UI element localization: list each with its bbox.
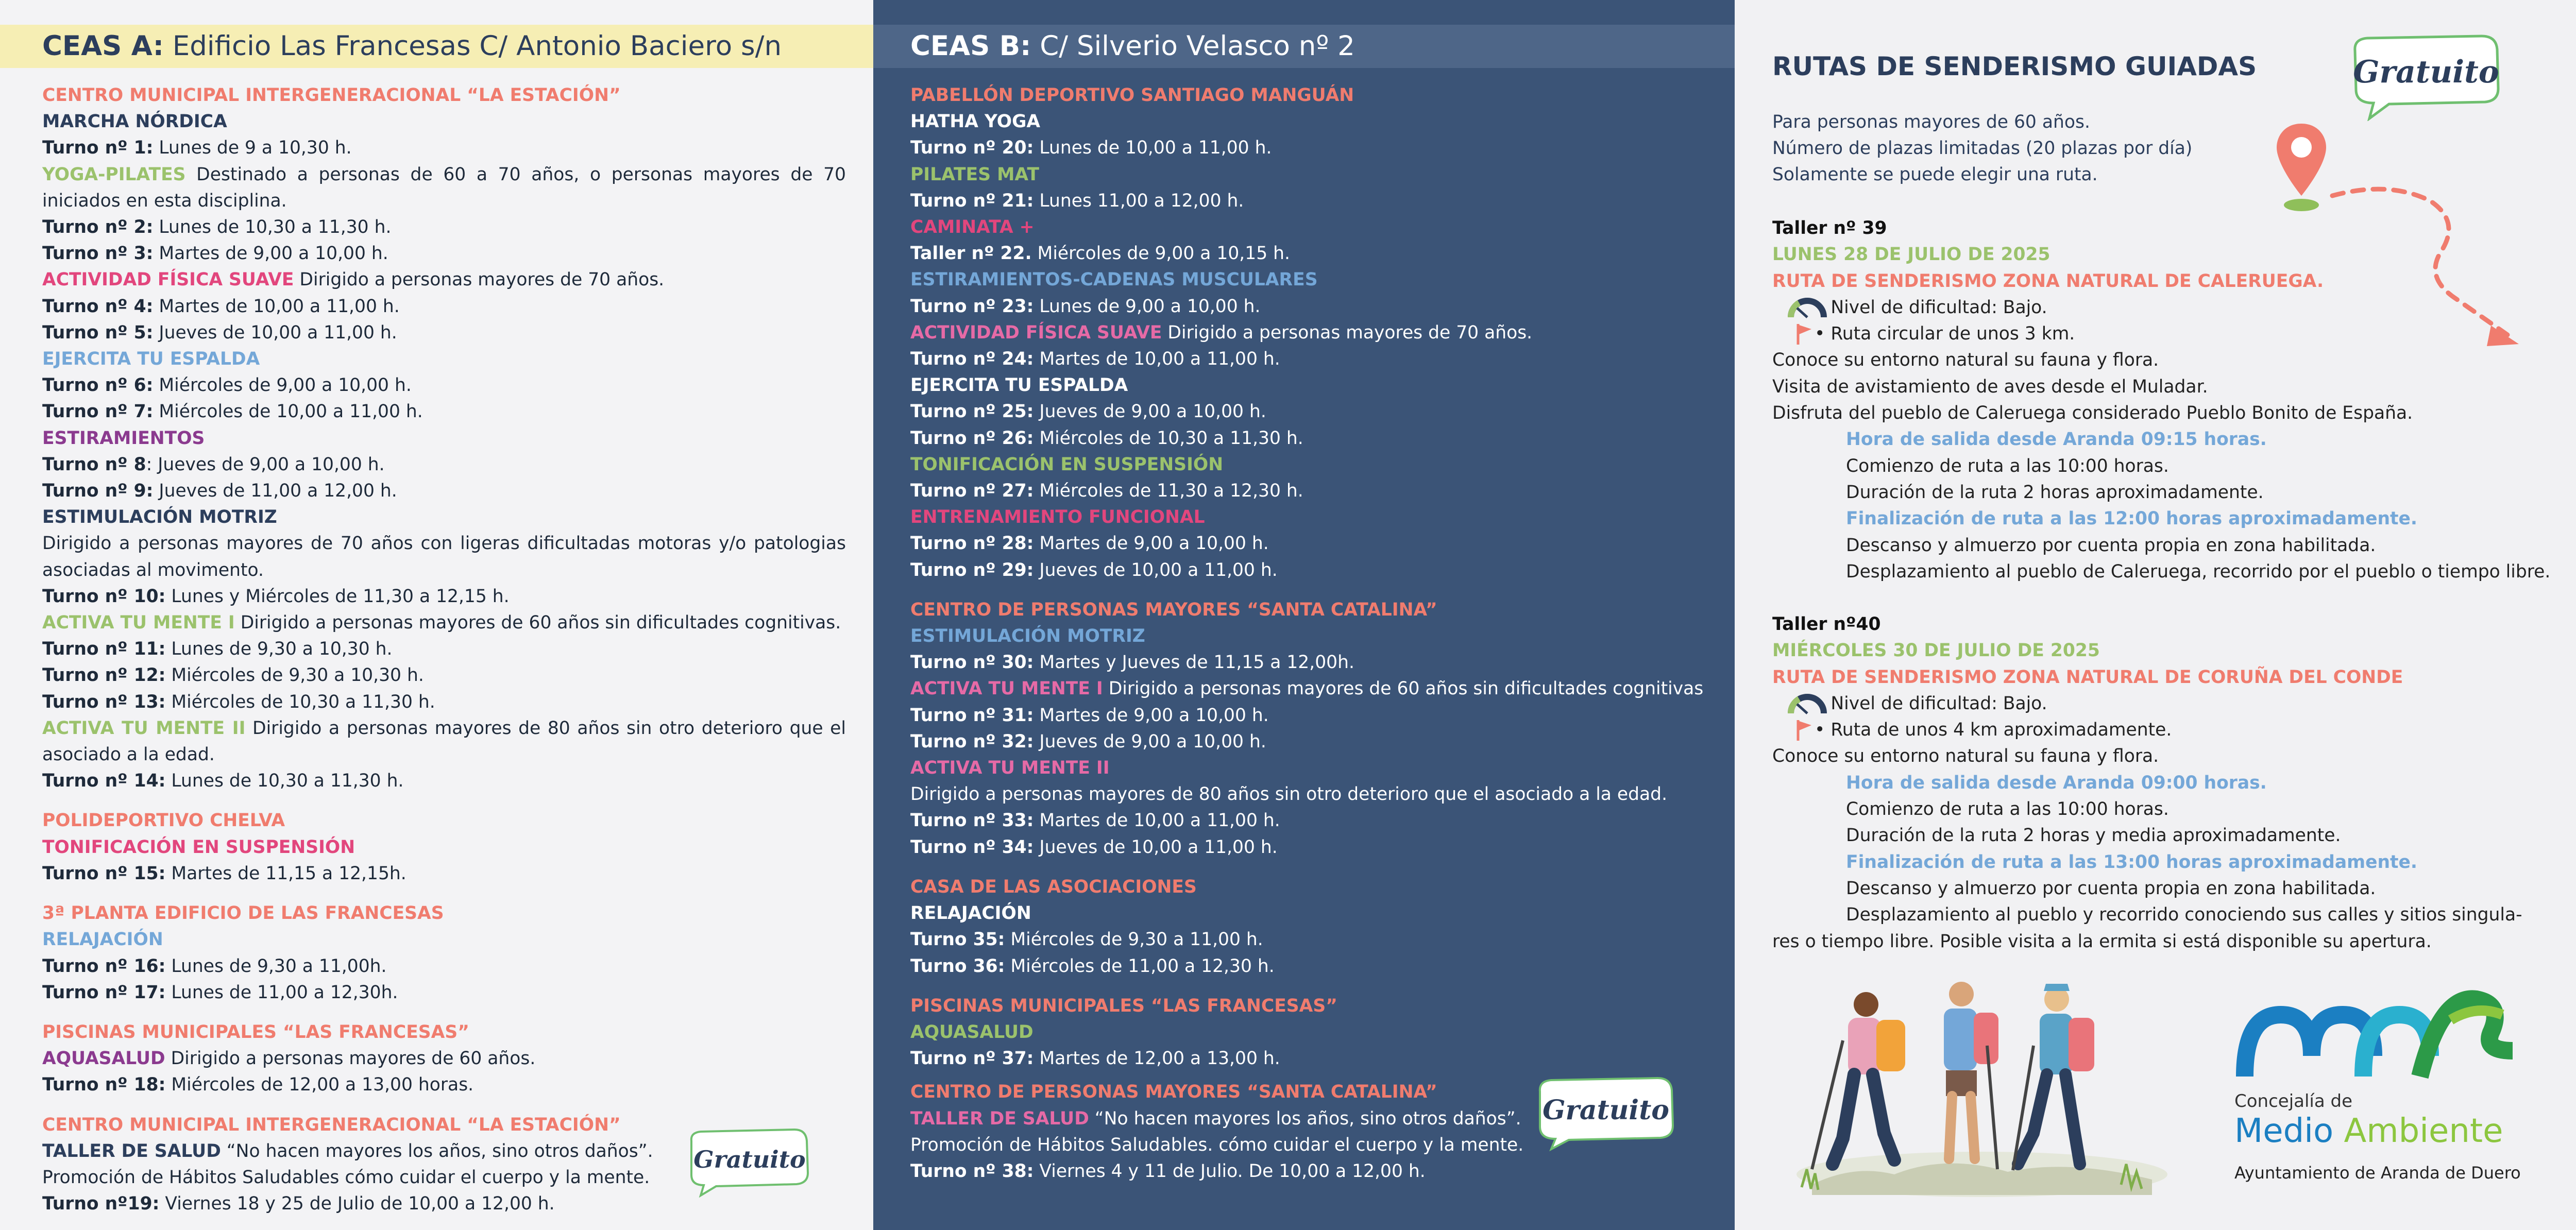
ceas-a-panel xyxy=(0,0,873,1230)
turno-line: Turno nº 4: Martes de 10,00 a 11,00 h. xyxy=(42,296,400,317)
turno-line: Turno nº 13: Miércoles de 10,30 a 11,30 h. xyxy=(42,691,435,712)
venue-heading: CENTRO DE PERSONAS MAYORES “SANTA CATALINA” xyxy=(910,599,1437,620)
activity-description: Promoción de Hábitos Saludables cómo cuidar el cuerpo y la mente. xyxy=(42,1167,650,1188)
turno-line: Turno nº 20: Lunes de 10,00 a 11,00 h. xyxy=(910,138,1272,159)
gratuito-stamp xyxy=(2343,31,2507,121)
travel-info: res o tiempo libre. Posible visita a la ermita si está disponible su apertura. xyxy=(1772,931,2432,952)
turno-line: Turno nº 27: Miércoles de 11,30 a 12,30 h. xyxy=(910,481,1303,502)
ceas-b-content xyxy=(910,82,1714,1185)
turno-line: Turno nº 1: Lunes de 9 a 10,30 h. xyxy=(42,138,352,159)
distance-text: • Ruta circular de unos 3 km. xyxy=(1815,323,2075,345)
gratuito-stamp xyxy=(680,1125,814,1198)
rest-info: Descanso y almuerzo por cuenta propia en zona habilitada. xyxy=(1846,878,2376,899)
activity-heading: RELAJACIÓN xyxy=(910,903,1031,924)
venue-heading: PISCINAS MUNICIPALES “LAS FRANCESAS” xyxy=(910,995,1337,1016)
gratuito-stamp xyxy=(1528,1074,1682,1151)
activity-heading: ESTIMULACIÓN MOTRIZ xyxy=(910,626,1145,647)
logo-line2: Medio Ambiente xyxy=(2234,1112,2503,1150)
activity-heading: PILATES MAT xyxy=(910,164,1039,185)
turno-line: Turno nº 37: Martes de 12,00 a 13,00 h. xyxy=(910,1048,1280,1069)
distance-text: • Ruta de unos 4 km aproximadamente. xyxy=(1815,720,2172,741)
turno-line: Turno nº 28: Martes de 9,00 a 10,00 h. xyxy=(910,533,1269,554)
activity-description: ACTIVIDAD FÍSICA SUAVE Dirigido a personas mayores de 70 años. xyxy=(42,269,665,291)
turno-line: Taller nº 22. Miércoles de 9,00 a 10,15 h. xyxy=(910,243,1290,264)
turno-line: Turno nº 10: Lunes y Miércoles de 11,30 a 12,15 h. xyxy=(42,586,510,607)
location-pin-icon xyxy=(2270,118,2332,214)
route-40 xyxy=(1772,611,2555,955)
activity-description: Dirigido a personas mayores de 70 años con ligeras dificultadas motoras y/o patologias asociadas al movimento. xyxy=(42,533,846,580)
activity-heading: RELAJACIÓN xyxy=(42,929,163,950)
distance-line xyxy=(1772,321,2555,347)
route-date: MIÉRCOLES 30 DE JULIO DE 2025 xyxy=(1772,640,2100,661)
logo-graphic xyxy=(2234,984,2523,1087)
route-name: RUTA DE SENDERISMO ZONA NATURAL DE CORUÑA DEL CONDE xyxy=(1772,667,2403,688)
turno-line: Turno nº 8: Jueves de 9,00 a 10,00 h. xyxy=(42,454,385,475)
difficulty-gauge-icon xyxy=(1788,693,1827,715)
start-time: Comienzo de ruta a las 10:00 horas. xyxy=(1846,799,2169,820)
venue-heading: CENTRO DE PERSONAS MAYORES “SANTA CATALINA” xyxy=(910,1082,1437,1103)
turno-line: Turno nº 7: Miércoles de 10,00 a 11,00 h. xyxy=(42,401,423,422)
svg-text:Gratuito: Gratuito xyxy=(1543,1095,1669,1126)
turno-line: Turno nº 2: Lunes de 10,30 a 11,30 h. xyxy=(42,217,392,238)
activity-description: Promoción de Hábitos Saludables. cómo cuidar el cuerpo y la mente. xyxy=(910,1134,1524,1155)
difficulty-gauge-icon xyxy=(1788,297,1827,319)
turno-line: Turno nº 30: Martes y Jueves de 11,15 a 12,00h. xyxy=(910,652,1354,673)
route-description: Conoce su entorno natural su fauna y flora. xyxy=(1772,350,2159,371)
route-39 xyxy=(1772,215,2555,585)
activity-heading: EJERCITA TU ESPALDA xyxy=(910,375,1128,396)
turno-line: Turno nº19: Viernes 18 y 25 de Julio de 10,00 a 12,00 h. xyxy=(42,1193,555,1215)
turno-line: Turno nº 3: Martes de 9,00 a 10,00 h. xyxy=(42,243,388,264)
rest-info: Descanso y almuerzo por cuenta propia en zona habilitada. xyxy=(1846,535,2376,556)
activity-description: TALLER DE SALUD “No hacen mayores los años, sino otros daños”. xyxy=(42,1140,653,1161)
difficulty-text: • Nivel de dificultad: Bajo. xyxy=(1815,297,2047,318)
rutas-panel xyxy=(1735,0,2576,1230)
route-description: Disfruta del pueblo de Caleruega considerado Pueblo Bonito de España. xyxy=(1772,403,2413,424)
turno-line: Turno nº 38: Viernes 4 y 11 de Julio. De 10,00 a 12,00 h. xyxy=(910,1160,1426,1182)
medio-ambiente-logo xyxy=(2234,984,2523,1185)
activity-description: ACTIVA TU MENTE I Dirigido a personas mayores de 60 años sin dificultades cognitivas. xyxy=(42,612,841,634)
end-time: Finalización de ruta a las 13:00 horas aproximadamente. xyxy=(1846,851,2418,873)
turno-line: Turno nº 15: Martes de 11,15 a 12,15h. xyxy=(42,863,406,884)
ceas-a-title: CEAS A: Edificio Las Francesas C/ Antonio Baciero s/n xyxy=(0,25,873,68)
activity-heading: AQUASALUD xyxy=(910,1021,1033,1043)
turno-line: Turno nº 33: Martes de 10,00 a 11,00 h. xyxy=(910,810,1280,831)
difficulty-line xyxy=(1772,691,2555,717)
route-description: Visita de avistamiento de aves desde el Muladar. xyxy=(1772,376,2208,397)
end-time: Finalización de ruta a las 12:00 horas aproximadamente. xyxy=(1846,508,2418,529)
venue-heading: POLIDEPORTIVO CHELVA xyxy=(42,810,285,831)
turno-line: Turno nº 32: Jueves de 9,00 a 10,00 h. xyxy=(910,731,1266,752)
turno-line: Turno nº 11: Lunes de 9,30 a 10,30 h. xyxy=(42,639,393,660)
activity-description: ACTIVA TU MENTE II Dirigido a personas mayores de 80 años sin otro deterioro que el asociado a la edad. xyxy=(42,717,846,765)
turno-line: Turno 36: Miércoles de 11,00 a 12,30 h. xyxy=(910,955,1275,977)
difficulty-line xyxy=(1772,295,2555,321)
logo-line3: Ayuntamiento de Aranda de Duero xyxy=(2234,1163,2521,1183)
turno-line: Turno nº 23: Lunes de 9,00 a 10,00 h. xyxy=(910,296,1261,317)
turno-line: Turno nº 26: Miércoles de 10,30 a 11,30 h. xyxy=(910,428,1303,449)
intro-line: Solamente se puede elegir una ruta. xyxy=(1772,164,2098,185)
activity-heading: ACTIVA TU MENTE II xyxy=(910,758,1110,779)
rutas-title: RUTAS DE SENDERISMO GUIADAS xyxy=(1772,52,2257,81)
turno-line: Turno nº 24: Martes de 10,00 a 11,00 h. xyxy=(910,349,1280,370)
activity-description: ACTIVIDAD FÍSICA SUAVE Dirigido a personas mayores de 70 años. xyxy=(910,322,1533,343)
activity-heading: ESTIRAMIENTOS xyxy=(42,428,205,449)
activity-description: Dirigido a personas mayores de 80 años sin otro deterioro que el asociado a la edad. xyxy=(910,784,1668,805)
turno-line: Turno nº 12: Miércoles de 9,30 a 10,30 h. xyxy=(42,665,424,686)
venue-heading: CASA DE LAS ASOCIACIONES xyxy=(910,876,1197,897)
duration: Duración de la ruta 2 horas y media aproximadamente. xyxy=(1846,825,2341,846)
travel-info: Desplazamiento al pueblo y recorrido conociendo sus calles y sitios singula- xyxy=(1846,904,2522,926)
activity-description: TALLER DE SALUD “No hacen mayores los años, sino otros daños”. xyxy=(910,1108,1521,1129)
activity-heading: HATHA YOGA xyxy=(910,111,1041,132)
activity-description: AQUASALUD Dirigido a personas mayores de 60 años. xyxy=(42,1048,536,1069)
venue-heading: CENTRO MUNICIPAL INTERGENERACIONAL “LA ESTACIÓN” xyxy=(42,85,621,106)
activity-heading: ESTIMULACIÓN MOTRIZ xyxy=(42,507,277,528)
activity-heading: MARCHA NÓRDICA xyxy=(42,111,227,132)
activity-heading: TONIFICACIÓN EN SUSPENSIÓN xyxy=(42,836,355,858)
route-name: RUTA DE SENDERISMO ZONA NATURAL DE CALERUEGA. xyxy=(1772,270,2324,292)
turno-line: Turno nº 31: Martes de 9,00 a 10,00 h. xyxy=(910,705,1269,726)
route-flag-icon xyxy=(1795,718,1814,742)
svg-text:Gratuito: Gratuito xyxy=(2353,54,2499,90)
turno-line: Turno nº 25: Jueves de 9,00 a 10,00 h. xyxy=(910,401,1266,422)
turno-line: Turno nº 21: Lunes 11,00 a 12,00 h. xyxy=(910,190,1244,211)
duration: Duración de la ruta 2 horas aproximadamente. xyxy=(1846,482,2264,503)
turno-line: Turno nº 29: Jueves de 10,00 a 11,00 h. xyxy=(910,559,1278,580)
distance-line xyxy=(1772,717,2555,743)
intro-line: Número de plazas limitadas (20 plazas por día) xyxy=(1772,138,2193,159)
turno-line: Turno nº 17: Lunes de 11,00 a 12,30h. xyxy=(42,982,398,1003)
route-date: LUNES 28 DE JULIO DE 2025 xyxy=(1772,244,2050,265)
activity-heading: EJERCITA TU ESPALDA xyxy=(42,349,260,370)
ceas-b-panel xyxy=(873,0,1735,1230)
turno-line: Turno nº 34: Jueves de 10,00 a 11,00 h. xyxy=(910,836,1278,858)
route-flag-icon xyxy=(1795,322,1814,346)
turno-line: Turno 35: Miércoles de 9,30 a 11,00 h. xyxy=(910,929,1263,950)
activity-heading: ENTRENAMIENTO FUNCIONAL xyxy=(910,507,1205,528)
activity-heading: ESTIRAMIENTOS-CADENAS MUSCULARES xyxy=(910,269,1318,291)
activity-heading: CAMINATA + xyxy=(910,217,1035,238)
turno-line: Turno nº 5: Jueves de 10,00 a 11,00 h. xyxy=(42,322,397,343)
activity-heading: TONIFICACIÓN EN SUSPENSIÓN xyxy=(910,454,1224,475)
ceas-a-content xyxy=(42,82,846,1217)
taller-number: Taller nº 39 xyxy=(1772,218,1887,238)
turno-line: Turno nº 16: Lunes de 9,30 a 11,00h. xyxy=(42,955,387,977)
taller-number: Taller nº40 xyxy=(1772,614,1881,635)
svg-text:Gratuito: Gratuito xyxy=(693,1146,806,1173)
hikers-illustration xyxy=(1791,968,2173,1200)
venue-heading: 3ª PLANTA EDIFICIO DE LAS FRANCESAS xyxy=(42,903,444,924)
departure-time: Hora de salida desde Aranda 09:00 horas. xyxy=(1846,772,2267,793)
start-time: Comienzo de ruta a las 10:00 horas. xyxy=(1846,455,2169,476)
venue-heading: PISCINAS MUNICIPALES “LAS FRANCESAS” xyxy=(42,1021,469,1043)
intro-line: Para personas mayores de 60 años. xyxy=(1772,112,2090,132)
logo-line1: Concejalía de xyxy=(2234,1091,2353,1112)
venue-heading: CENTRO MUNICIPAL INTERGENERACIONAL “LA ESTACIÓN” xyxy=(42,1114,621,1135)
travel-info: Desplazamiento al pueblo de Caleruega, recorrido por el pueblo o tiempo libre. xyxy=(1846,561,2551,582)
turno-line: Turno nº 14: Lunes de 10,30 a 11,30 h. xyxy=(42,771,404,792)
turno-line: Turno nº 9: Jueves de 11,00 a 12,00 h. xyxy=(42,481,397,502)
rutas-intro xyxy=(1772,109,2192,188)
turno-line: Turno nº 18: Miércoles de 12,00 a 13,00 horas. xyxy=(42,1074,474,1096)
difficulty-text: • Nivel de dificultad: Bajo. xyxy=(1815,693,2047,714)
departure-time: Hora de salida desde Aranda 09:15 horas. xyxy=(1846,429,2267,450)
venue-heading: PABELLÓN DEPORTIVO SANTIAGO MANGUÁN xyxy=(910,85,1354,106)
ceas-b-title: CEAS B: C/ Silverio Velasco nº 2 xyxy=(873,25,1735,68)
activity-description: YOGA-PILATES Destinado a personas de 60 a 70 años, o personas mayores de 70 iniciados en esta disciplina. xyxy=(42,164,846,211)
activity-description: ACTIVA TU MENTE I Dirigido a personas mayores de 60 años sin dificultades cognitivas xyxy=(910,678,1704,699)
route-description: Conoce su entorno natural su fauna y flora. xyxy=(1772,746,2159,767)
turno-line: Turno nº 6: Miércoles de 9,00 a 10,00 h. xyxy=(42,375,412,396)
